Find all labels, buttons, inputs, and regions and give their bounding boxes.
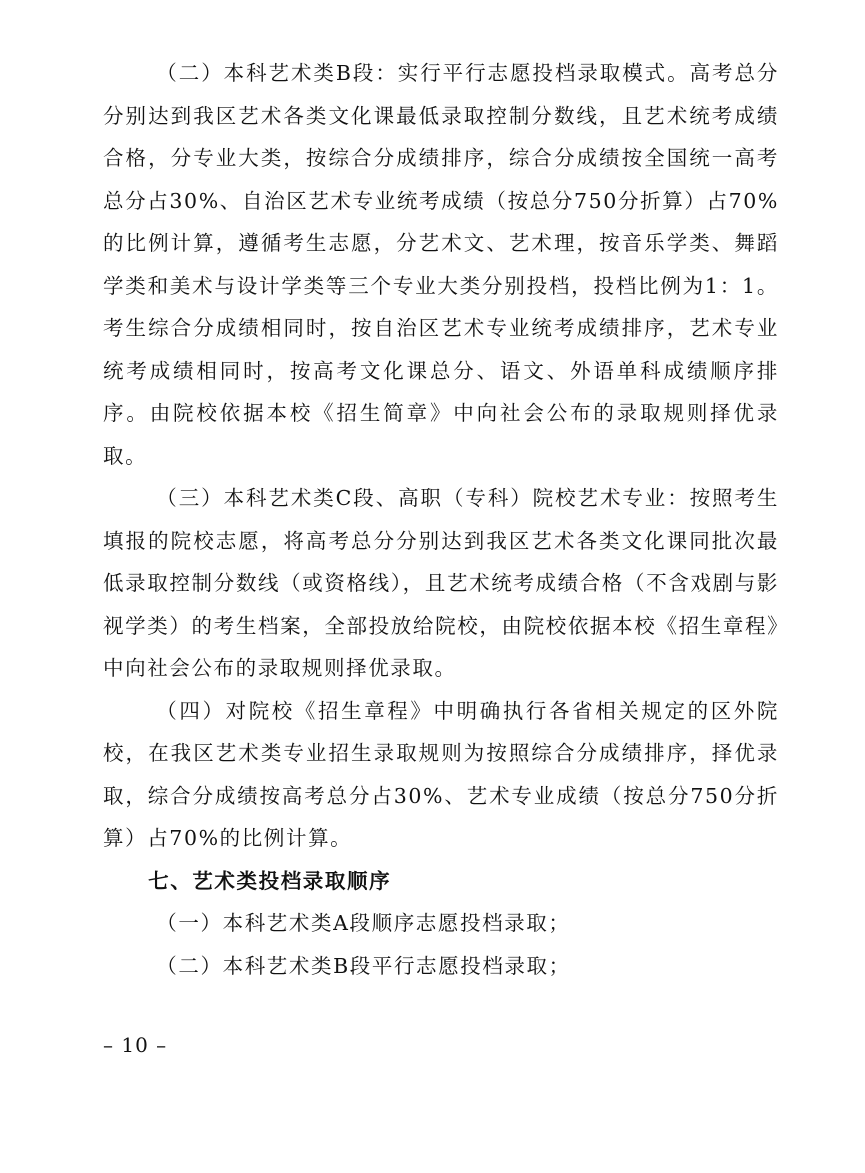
- document-body: [103, 52, 779, 987]
- list-item: （二）本科艺术类B段平行志愿投档录取；: [156, 953, 571, 978]
- paragraph-out-of-region-schools: （四）对院校《招生章程》中明确执行各省相关规定的区外院校，在我区艺术类专业招生录取规则为按照综合分成绩排序，择优录取，综合分成绩按高考总分占30%、艺术专业成绩（按总分750分折算）占70%的比例计算。: [103, 698, 779, 850]
- list-item: （一）本科艺术类A段顺序志愿投档录取；: [156, 911, 571, 935]
- paragraph-art-b-segment: （二）本科艺术类B段：实行平行志愿投档录取模式。高考总分分别达到我区艺术各类文化课最低录取控制分数线，且艺术统考成绩合格，分专业大类，按综合分成绩排序，综合分成绩按全国统一高考总分占30%、自治区艺术专业统考成绩（按总分750分折算）占70%的比例计算，遵循考生志愿，分艺术文、艺术理，按音乐学类、舞蹈学类和美术与设计学类等三个专业大类分别投档，投档比例为1：1。考生综合分成绩相同时，按自治区艺术专业统考成绩排序，艺术专业统考成绩相同时，按高考文化课总分、语文、外语单科成绩顺序排序。由院校依据本校《招生简章》中向社会公布的录取规则择优录取。: [103, 61, 779, 468]
- paragraph-art-c-segment: （三）本科艺术类C段、高职（专科）院校艺术专业：按照考生填报的院校志愿，将高考总分分别达到我区艺术各类文化课同批次最低录取控制分数线（或资格线），且艺术统考成绩合格（不含戏剧与影视学类）的考生档案，全部投放给院校，由院校依据本校《招生章程》中向社会公布的录取规则择优录取。: [103, 486, 779, 680]
- section-heading: 七、艺术类投档录取顺序: [148, 868, 392, 893]
- page-number: – 10 –: [103, 1033, 168, 1057]
